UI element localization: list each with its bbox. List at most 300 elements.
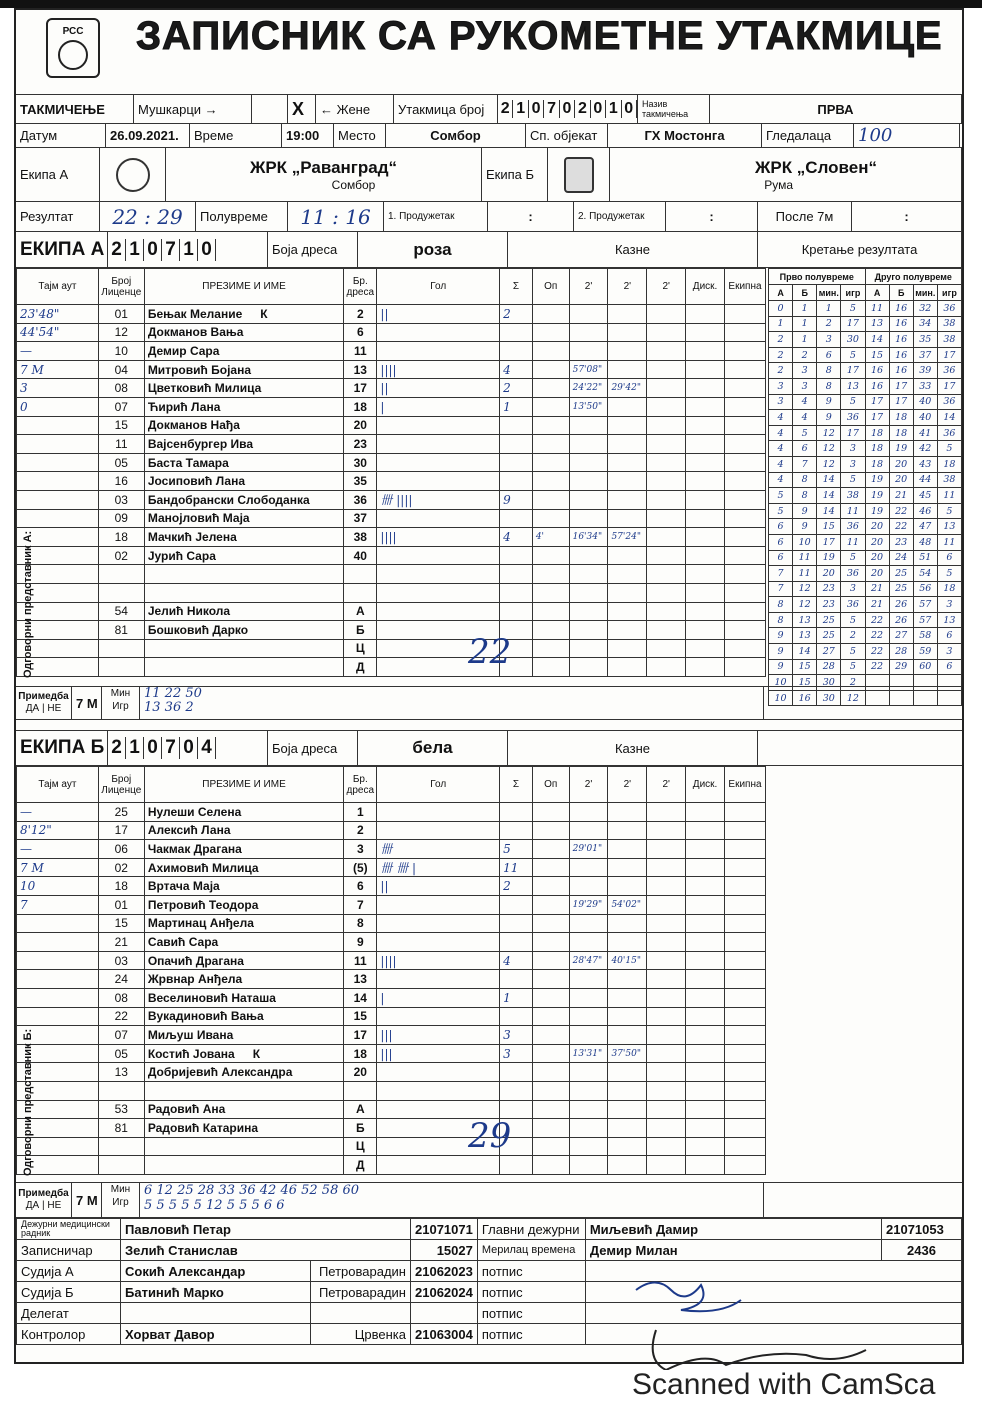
- progress-cell: 17: [817, 534, 841, 550]
- penalty-cell: [608, 472, 647, 491]
- progress-cell: 43: [913, 456, 937, 472]
- progress-cell: 17: [937, 347, 961, 363]
- progress-cell: [937, 675, 961, 691]
- player-row: [17, 583, 766, 602]
- penalty-cell: [608, 658, 647, 677]
- progress-cell: 1: [793, 316, 817, 332]
- timeout-cell: [17, 509, 99, 528]
- penalty-cell: [532, 621, 569, 640]
- goal-sum: [500, 323, 533, 342]
- official-row: [17, 1156, 766, 1175]
- penalty-cell: [532, 1100, 569, 1119]
- progress-cell: 23: [889, 534, 913, 550]
- goal-sum: [500, 435, 533, 454]
- progress-cell: 19: [889, 441, 913, 457]
- progress-cell: 47: [913, 519, 937, 535]
- jersey-no: 11: [344, 951, 377, 970]
- player-name-text: Докманов Нађа: [147, 418, 240, 433]
- disk-cell: [686, 914, 725, 933]
- goal-tally: |||: [377, 1026, 500, 1045]
- penalty-cell: [647, 1137, 686, 1156]
- penalty-cell: [569, 453, 608, 472]
- place-label: Место: [334, 124, 386, 147]
- license-no: [98, 583, 144, 602]
- timeout-cell: —: [17, 840, 99, 859]
- penalty-cell: [569, 583, 608, 602]
- progress-cell: 10: [769, 675, 793, 691]
- disk-cell: [686, 435, 725, 454]
- progress-cell: 5: [841, 612, 865, 628]
- digit-box: 2: [498, 100, 513, 118]
- team-b-code: [108, 731, 268, 765]
- penalty-cell: [647, 360, 686, 379]
- jersey-no: Д: [344, 1156, 377, 1175]
- disk-cell: [686, 305, 725, 324]
- team-penalty-cell: [724, 658, 765, 677]
- team-penalty-cell: [724, 1081, 765, 1100]
- goal-sum: [500, 821, 533, 840]
- penalty-cell: [569, 342, 608, 361]
- jersey-no: 14: [344, 988, 377, 1007]
- disk-cell: [686, 323, 725, 342]
- player-name-text: Савић Сара: [147, 934, 219, 949]
- goal-tally: [377, 895, 500, 914]
- progress-cell: 3: [793, 378, 817, 394]
- venue-value: ГХ Мостонга: [608, 124, 762, 147]
- disk-cell: [686, 1007, 725, 1026]
- penalty-cell: [532, 546, 569, 565]
- col-2a: 2': [569, 767, 608, 803]
- penalty-cell: [647, 803, 686, 822]
- penalty-cell: [647, 1063, 686, 1082]
- progress-cell: 16: [865, 363, 889, 379]
- progress-cell: 25: [817, 628, 841, 644]
- license-no: 81: [98, 1119, 144, 1138]
- team-penalty-cell: [724, 1100, 765, 1119]
- progress-cell: 16: [793, 690, 817, 706]
- progress-row: [769, 675, 962, 691]
- goal-sum: [500, 1156, 533, 1175]
- penalty-cell: [532, 397, 569, 416]
- license-no: [98, 639, 144, 658]
- progress-cell: 44: [913, 472, 937, 488]
- progress-cell: 8: [769, 612, 793, 628]
- penalty-cell: [569, 490, 608, 509]
- progress-cell: 21: [889, 488, 913, 504]
- disk-cell: [686, 1063, 725, 1082]
- timeout-cell: 3: [17, 379, 99, 398]
- col-2b: 2': [608, 767, 647, 803]
- progress-cell: 24: [889, 550, 913, 566]
- progress-cell: 13: [793, 612, 817, 628]
- player-name: [144, 821, 343, 840]
- penalty-cell: 29'42": [608, 379, 647, 398]
- player-row: [17, 858, 766, 877]
- col-sum: Σ: [500, 767, 533, 803]
- player-row: [17, 1007, 766, 1026]
- team-b-jersey: бела: [358, 731, 508, 765]
- license-no: [98, 1081, 144, 1100]
- progress-row: [769, 519, 962, 535]
- team-b-footer: [16, 1182, 962, 1218]
- player-name: [144, 639, 343, 658]
- player-name: [144, 1137, 343, 1156]
- progress-cell: 3: [817, 332, 841, 348]
- progress-row: [769, 425, 962, 441]
- progress-cell: 23: [817, 581, 841, 597]
- penalty-cell: [532, 472, 569, 491]
- logo-text: РСС: [62, 26, 84, 37]
- progress-cell: 6: [769, 519, 793, 535]
- goal-sum: 4: [500, 528, 533, 547]
- progress-row: [769, 534, 962, 550]
- progress-cell: 13: [937, 612, 961, 628]
- disk-cell: [686, 858, 725, 877]
- penalty-cell: [569, 602, 608, 621]
- goal-tally: [377, 821, 500, 840]
- progress-cell: 22: [865, 612, 889, 628]
- penalty-cell: [608, 970, 647, 989]
- progress-cell: 35: [913, 332, 937, 348]
- jersey-no: 6: [344, 877, 377, 896]
- progress-cell: 34: [913, 316, 937, 332]
- digit-box: 7: [544, 100, 559, 118]
- progress-cell: 15: [865, 347, 889, 363]
- goal-sum: 3: [500, 1044, 533, 1063]
- progress-cell: 41: [913, 425, 937, 441]
- progress-row: [769, 550, 962, 566]
- progress-cell: 12: [793, 597, 817, 613]
- halftime-label: Полувреме: [196, 202, 288, 231]
- timeout-cell: 44'54": [17, 323, 99, 342]
- jersey-no: 20: [344, 416, 377, 435]
- progress-cell: 11: [841, 534, 865, 550]
- player-name-text: Мартинац Анђела: [147, 916, 254, 931]
- progress-cell: 60: [913, 659, 937, 675]
- note-label: Примедба: [18, 691, 69, 702]
- goal-sum: [500, 1081, 533, 1100]
- player-name-text: Костић Јована: [147, 1046, 235, 1061]
- player-name-text: Јурић Сара: [147, 548, 216, 563]
- progress-cell: 59: [913, 644, 937, 660]
- disk-cell: [686, 490, 725, 509]
- license-no: 24: [98, 970, 144, 989]
- penalty-cell: [569, 416, 608, 435]
- progress-cell: 45: [913, 488, 937, 504]
- penalty-cell: [532, 565, 569, 584]
- player-row: [17, 379, 766, 398]
- progress-cell: 9: [817, 394, 841, 410]
- progress-cell: 10: [793, 534, 817, 550]
- penalty-cell: [532, 1081, 569, 1100]
- progress-cell: 11: [793, 566, 817, 582]
- player-name: [144, 490, 343, 509]
- player-name: [144, 970, 343, 989]
- jersey-no: 2: [344, 305, 377, 324]
- player-row: [17, 1063, 766, 1082]
- jersey-no: [344, 565, 377, 584]
- team-penalty-cell: [724, 988, 765, 1007]
- goal-tally: [377, 1007, 500, 1026]
- team-b-name: ЖРК „Словен“: [755, 157, 877, 177]
- team-penalty-cell: [724, 970, 765, 989]
- disk-cell: [686, 803, 725, 822]
- progress-cell: [937, 690, 961, 706]
- after7-score: :: [852, 202, 962, 231]
- progress-cell: 18: [865, 425, 889, 441]
- team-penalty-cell: [724, 602, 765, 621]
- progress-cell: 57: [913, 597, 937, 613]
- timeout-cell: [17, 435, 99, 454]
- progress-cell: [889, 675, 913, 691]
- license-no: 17: [98, 821, 144, 840]
- player-name: [144, 323, 343, 342]
- player-name-text: Ахимовић Милица: [147, 860, 259, 875]
- note-yes-no: ДА | НЕ: [25, 703, 62, 714]
- penalty-cell: [569, 658, 608, 677]
- igr-label: Игр: [112, 701, 129, 712]
- team-penalty-cell: [724, 1007, 765, 1026]
- penalty-cell: [532, 342, 569, 361]
- license-no: 54: [98, 602, 144, 621]
- player-name-text: Чакмак Драгана: [147, 841, 242, 856]
- progress-cell: 20: [865, 550, 889, 566]
- progress-cell: 4: [769, 456, 793, 472]
- progress-cell: 6: [817, 347, 841, 363]
- col-ekipna: Екипна: [724, 767, 765, 803]
- jersey-no: 13: [344, 360, 377, 379]
- player-name-text: Радовић Катарина: [147, 1120, 259, 1135]
- progress-cell: 10: [769, 690, 793, 706]
- scorer-name: Зелић Станислав: [121, 1240, 411, 1261]
- license-no: 13: [98, 1063, 144, 1082]
- captain-mark: К: [252, 1046, 261, 1061]
- controller-label: Контролор: [17, 1324, 121, 1345]
- col-name: ПРЕЗИМЕ И ИМЕ: [144, 767, 343, 803]
- disk-cell: [686, 602, 725, 621]
- progress-cell: 40: [913, 394, 937, 410]
- ot2-score: :: [666, 202, 758, 231]
- goal-tally: [377, 435, 500, 454]
- progress-cell: 28: [889, 644, 913, 660]
- team-a-7m-log: [140, 687, 764, 719]
- penalty-cell: [608, 565, 647, 584]
- player-name: [144, 397, 343, 416]
- igr-label: Игр: [112, 1197, 129, 1208]
- penalty-cell: [647, 933, 686, 952]
- penalty-cell: [647, 895, 686, 914]
- penalty-cell: [608, 546, 647, 565]
- timeout-cell: 23'48": [17, 305, 99, 324]
- team-penalty-cell: [724, 342, 765, 361]
- timeout-cell: 7 М: [17, 360, 99, 379]
- penalty-cell: [569, 877, 608, 896]
- player-name: [144, 583, 343, 602]
- goal-tally: ||||: [377, 528, 500, 547]
- team-penalty-cell: [724, 546, 765, 565]
- progress-cell: 16: [889, 301, 913, 317]
- progress-row: [769, 363, 962, 379]
- progress-cell: 9: [793, 519, 817, 535]
- progress-cell: 25: [889, 581, 913, 597]
- timeout-cell: [17, 914, 99, 933]
- player-row: [17, 472, 766, 491]
- progress-cell: 7: [793, 456, 817, 472]
- col-op: Оп: [532, 269, 569, 305]
- progress-cell: 19: [865, 503, 889, 519]
- goal-sum: [500, 602, 533, 621]
- progress-cell: 20: [889, 456, 913, 472]
- sign-label: потпис: [477, 1282, 585, 1303]
- progress-cell: 6: [769, 550, 793, 566]
- captain-mark: К: [260, 306, 268, 321]
- team-b-title: ЕКИПА Б: [16, 731, 108, 765]
- jersey-no: 8: [344, 914, 377, 933]
- progress-cell: 1: [817, 301, 841, 317]
- progress-cell: 9: [769, 659, 793, 675]
- date-value: 26.09.2021.: [106, 124, 190, 147]
- player-name-text: Докманов Вања: [147, 325, 244, 340]
- col-2c: 2': [647, 269, 686, 305]
- penalty-cell: [608, 914, 647, 933]
- license-no: [98, 1156, 144, 1175]
- player-name-text: Манојловић Маја: [147, 511, 250, 526]
- progress-cell: 28: [817, 659, 841, 675]
- penalty-cell: [647, 1026, 686, 1045]
- progress-cell: 15: [793, 659, 817, 675]
- goal-sum: [500, 583, 533, 602]
- progress-cell: 21: [865, 597, 889, 613]
- progress-cell: 4: [769, 425, 793, 441]
- penalty-cell: [532, 639, 569, 658]
- license-no: [98, 565, 144, 584]
- player-name: [144, 877, 343, 896]
- progress-cell: 48: [913, 534, 937, 550]
- scorer-lic: 15027: [411, 1240, 478, 1261]
- progress-cell: 26: [889, 612, 913, 628]
- digit-box: 2: [108, 737, 126, 759]
- team-penalty-cell: [724, 528, 765, 547]
- progress-cell: 2: [841, 675, 865, 691]
- license-no: 06: [98, 840, 144, 859]
- progress-row: [769, 488, 962, 504]
- team-penalty-cell: [724, 435, 765, 454]
- penalty-cell: [532, 435, 569, 454]
- progress-cell: 57: [913, 612, 937, 628]
- col-disk: Диск.: [686, 269, 725, 305]
- penalty-cell: [647, 1007, 686, 1026]
- team-penalty-cell: [724, 509, 765, 528]
- player-name-text: Демир Сара: [147, 343, 220, 358]
- penalty-cell: [647, 658, 686, 677]
- goal-tally: |||: [377, 1044, 500, 1063]
- col-timeout: Тајм аут: [17, 767, 99, 803]
- penalty-cell: [532, 379, 569, 398]
- player-row: [17, 565, 766, 584]
- progress-cell: 20: [865, 566, 889, 582]
- team-penalty-cell: [724, 379, 765, 398]
- player-name-text: Митровић Бојана: [147, 362, 252, 377]
- player-name: [144, 509, 343, 528]
- progress-cell: 19: [865, 488, 889, 504]
- penalty-cell: [608, 1100, 647, 1119]
- penalty-cell: [647, 583, 686, 602]
- team-penalty-cell: [724, 803, 765, 822]
- player-name-text: Алексић Лана: [147, 823, 231, 838]
- penalty-cell: [532, 1119, 569, 1138]
- team-b-block: [610, 148, 962, 201]
- team-a-code: [108, 232, 268, 267]
- progress-cell: 13: [865, 316, 889, 332]
- progress-cell: 5: [769, 503, 793, 519]
- ref-a-lic: 21062023: [411, 1261, 478, 1282]
- goal-tally: [377, 565, 500, 584]
- col-min: мин.: [817, 285, 841, 301]
- disk-cell: [686, 988, 725, 1007]
- player-name: [144, 1081, 343, 1100]
- progress-cell: 12: [817, 456, 841, 472]
- progress-cell: 51: [913, 550, 937, 566]
- penalty-cell: [608, 840, 647, 859]
- penalty-cell: [608, 397, 647, 416]
- disk-cell: [686, 658, 725, 677]
- goal-sum: 5: [500, 840, 533, 859]
- player-name: [144, 379, 343, 398]
- progress-cell: 22: [889, 503, 913, 519]
- player-name: [144, 602, 343, 621]
- penalty-cell: [608, 1081, 647, 1100]
- team-a-jersey: роза: [358, 232, 508, 267]
- player-name: [144, 914, 343, 933]
- progress-cell: 5: [793, 425, 817, 441]
- jersey-no: Ц: [344, 1137, 377, 1156]
- player-row: [17, 528, 766, 547]
- penalty-cell: 40'15": [608, 951, 647, 970]
- license-no: 22: [98, 1007, 144, 1026]
- col-op: Оп: [532, 767, 569, 803]
- penalty-cell: [608, 453, 647, 472]
- progress-cell: 36: [937, 425, 961, 441]
- comp-name-label: Назив такмичења: [638, 95, 710, 123]
- penalty-cell: [608, 877, 647, 896]
- goal-tally: [377, 803, 500, 822]
- timeout-cell: [17, 988, 99, 1007]
- player-name-text: Добријевић Александра: [147, 1065, 293, 1080]
- progress-cell: 14: [817, 503, 841, 519]
- ref-b-city: Петроварадин: [311, 1282, 411, 1303]
- penalty-cell: [569, 546, 608, 565]
- team-penalty-cell: [724, 1119, 765, 1138]
- penalty-cell: [532, 323, 569, 342]
- disk-cell: [686, 379, 725, 398]
- col-2c: 2': [647, 767, 686, 803]
- delegate-label: Делегат: [17, 1303, 121, 1324]
- team-penalty-cell: [724, 565, 765, 584]
- goal-tally: [377, 1063, 500, 1082]
- jersey-no: Б: [344, 1119, 377, 1138]
- team-penalty-cell: [724, 305, 765, 324]
- progress-row: [769, 472, 962, 488]
- progress-row: [769, 566, 962, 582]
- col-lic: Број Лиценце: [98, 269, 144, 305]
- disk-cell: [686, 821, 725, 840]
- player-name-text: Јелић Никола: [147, 604, 231, 619]
- progress-cell: 46: [913, 503, 937, 519]
- license-no: 18: [98, 528, 144, 547]
- license-no: 11: [98, 435, 144, 454]
- progress-cell: 36: [841, 566, 865, 582]
- team-penalty-cell: [724, 951, 765, 970]
